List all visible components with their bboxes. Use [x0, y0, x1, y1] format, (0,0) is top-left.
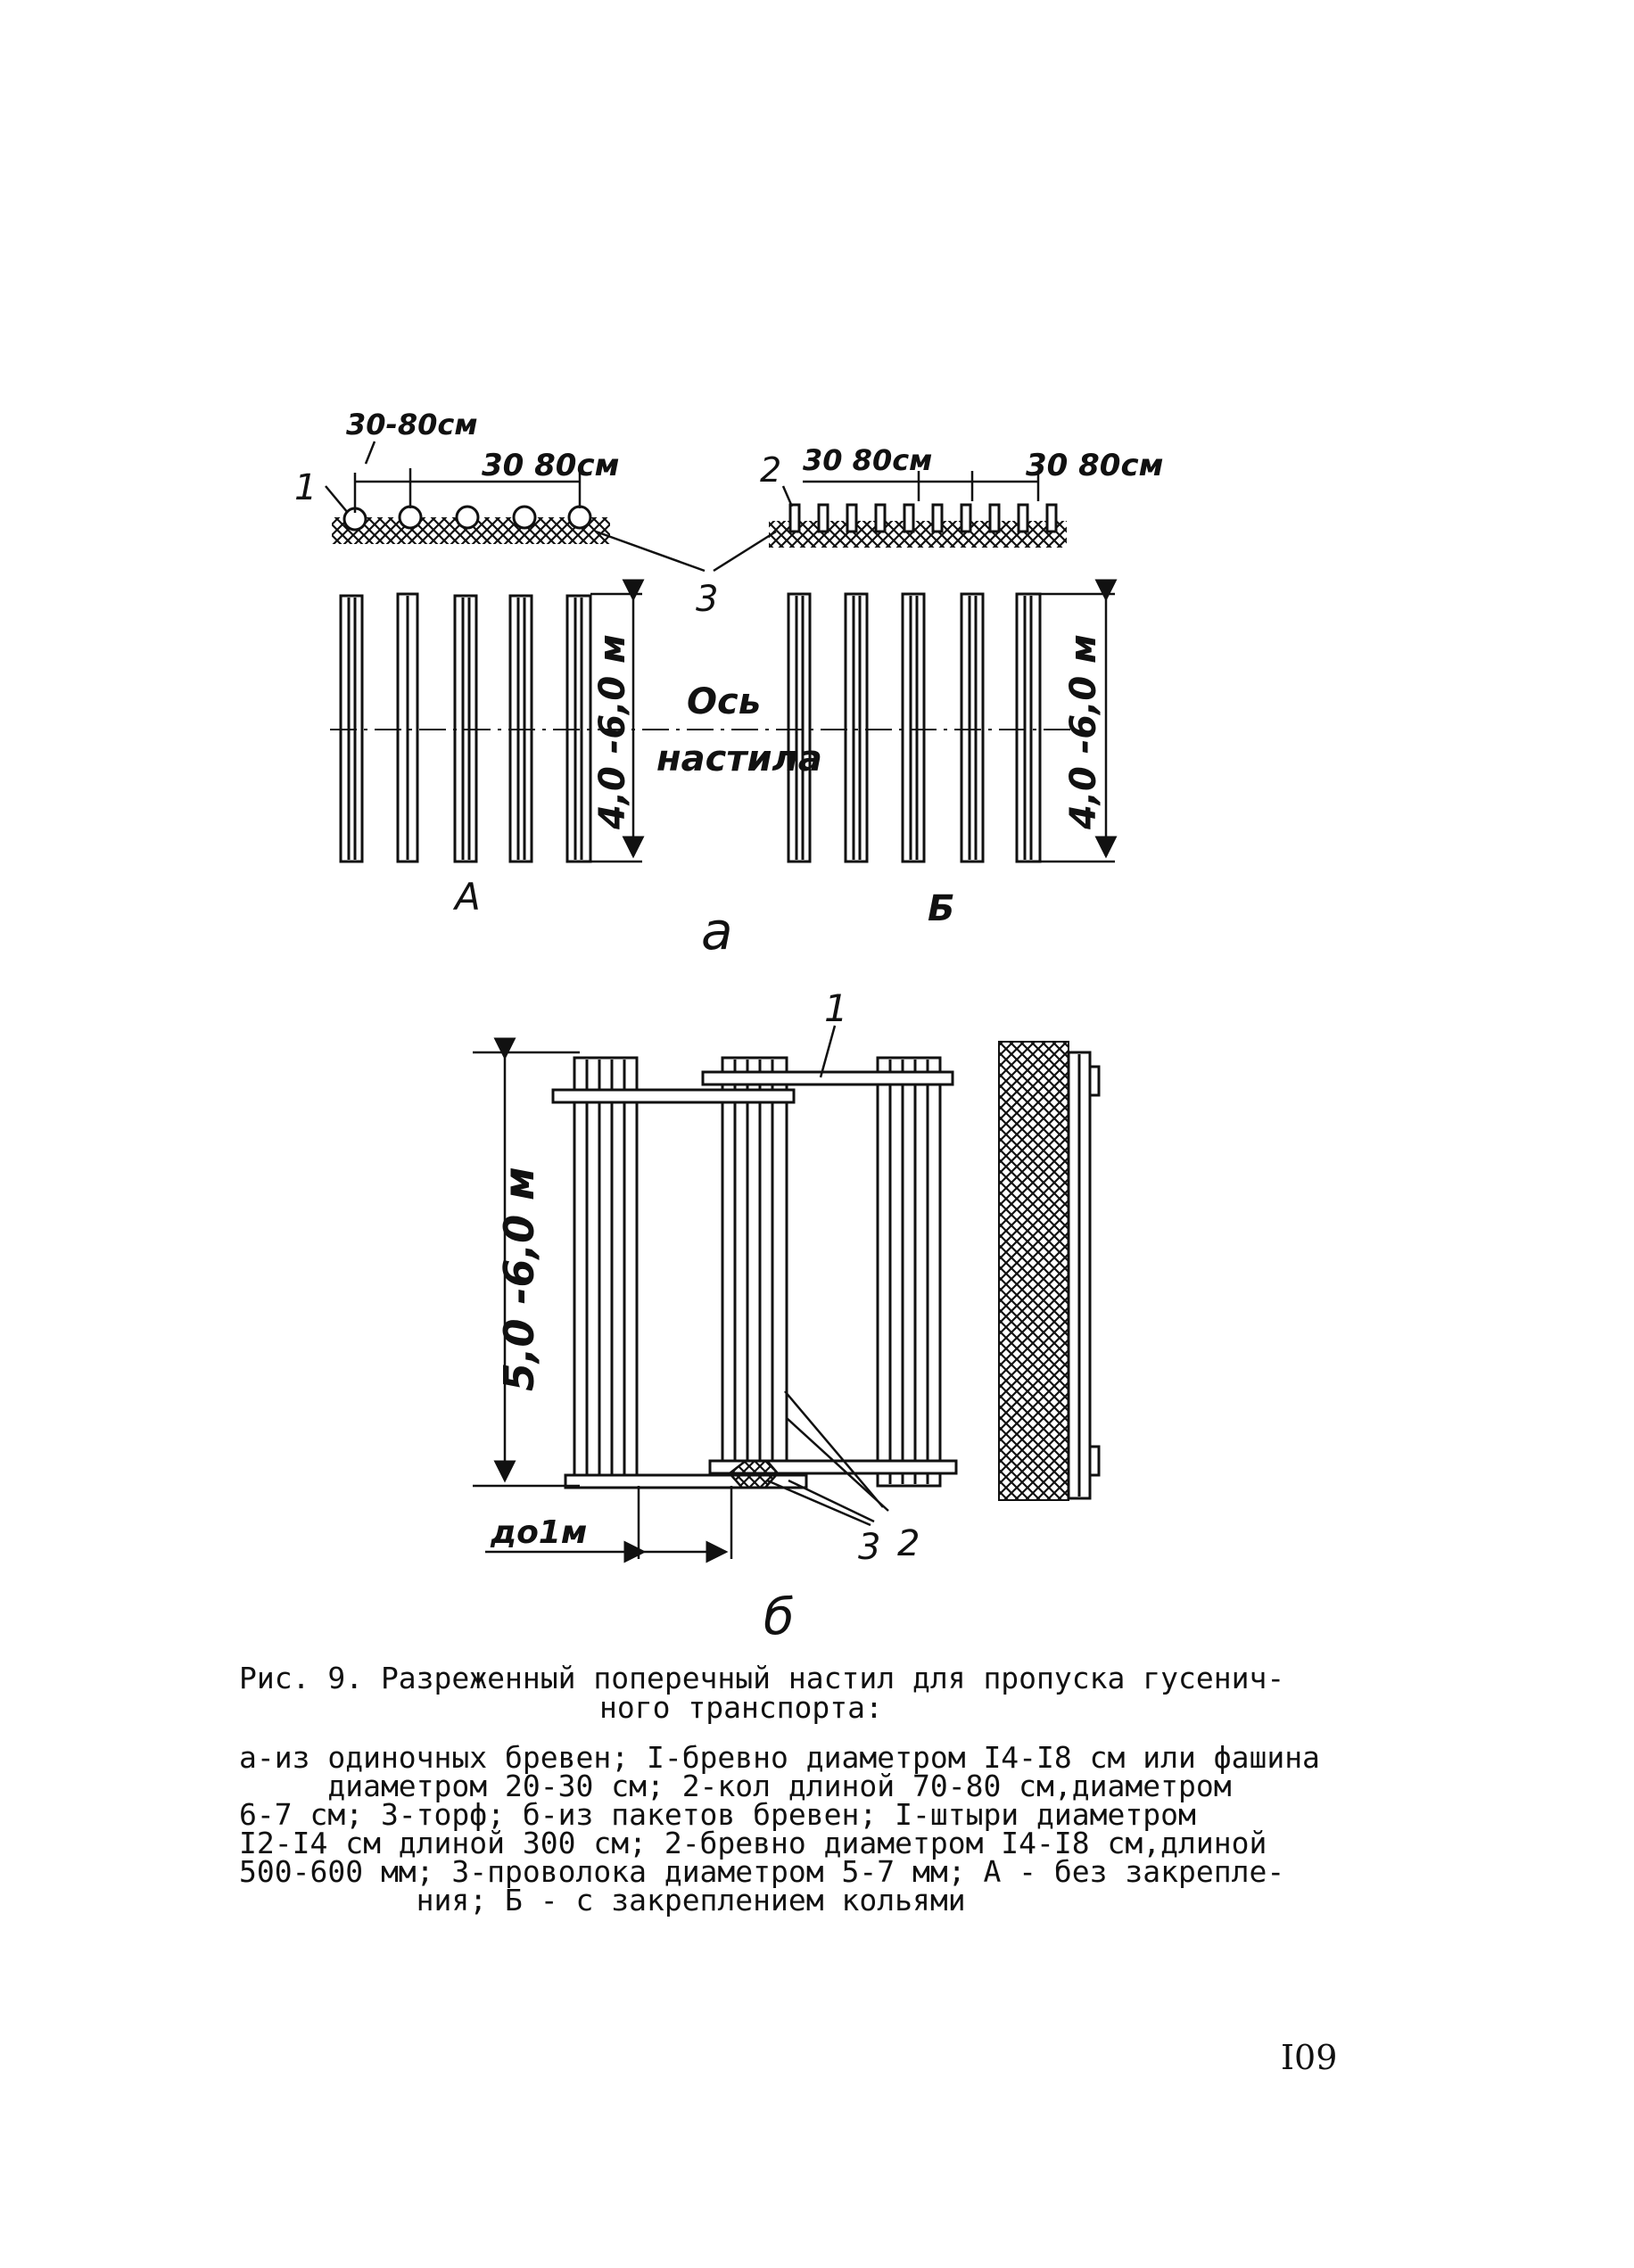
caption-desc-line: диаметром 20-30 см; 2-кол длиной 70-80 см,диаметром: [239, 1769, 1232, 1803]
label-3-a: 3: [696, 579, 719, 620]
caption-desc-line: 500-600 мм; 3-проволока диаметром 5-7 мм; А - без закрепле-: [239, 1854, 1285, 1889]
page-number: I09: [1281, 2038, 1338, 2077]
variant-label-a: А: [455, 875, 481, 919]
logs-plan-a: [341, 594, 590, 862]
axis-label-1: Ось: [687, 681, 762, 722]
length-label: 5,0 -6,0 м: [495, 1167, 543, 1391]
axis-label-2: настила: [656, 738, 822, 779]
caption-title: Рис. 9. Разреженный поперечный настил для пропуска гусенич-: [239, 1661, 1285, 1695]
side-soil-hatch: [999, 1042, 1069, 1500]
label-2-b: 2: [897, 1523, 920, 1564]
caption-desc-line: ния; Б - с закреплением кольями: [239, 1883, 966, 1917]
spacing-label: до1м: [491, 1514, 588, 1551]
caption-desc-line: 6-7 см; 3-торф; б-из пакетов бревен; I-штыри диаметром: [239, 1797, 1196, 1832]
variant-label-b: Б: [928, 888, 955, 929]
figure-a-label: а: [701, 901, 733, 961]
caption-title-cont: ного транспорта:: [599, 1690, 883, 1725]
log-packets: [574, 1058, 940, 1486]
label-1-b: 1: [824, 986, 848, 1030]
length-label-b: 4,0 -6,0 м: [1063, 634, 1104, 829]
dim-top-left: 30-80см: [346, 408, 478, 441]
figure-b-label: б: [763, 1588, 795, 1646]
figure-a: [294, 408, 1163, 961]
label-1-a: 1: [294, 467, 318, 508]
side-view-logs: [1069, 1052, 1099, 1498]
pin-leader-1: [821, 1026, 835, 1077]
caption-desc-line: I2-I4 см длиной 300 см; 2-бревно диаметром I4-I8 см,длиной: [239, 1826, 1267, 1860]
label-3-b: 3: [858, 1527, 881, 1568]
figure-b: [473, 986, 1099, 1646]
dim-top-right1: 30 80см: [803, 443, 933, 477]
label-2-a: 2: [760, 450, 782, 490]
leader-lines-3: [596, 532, 776, 571]
dim-top-mid: 30 80см: [482, 448, 620, 483]
logs-plan-b: [788, 594, 1040, 862]
caption-desc-line: а-из одиночных бревен; I-бревно диаметром I4-I8 см или фашина: [239, 1740, 1320, 1775]
dim-top-right2: 30 80см: [1026, 448, 1164, 483]
length-label-a: 4,0 -6,0 м: [592, 634, 633, 829]
